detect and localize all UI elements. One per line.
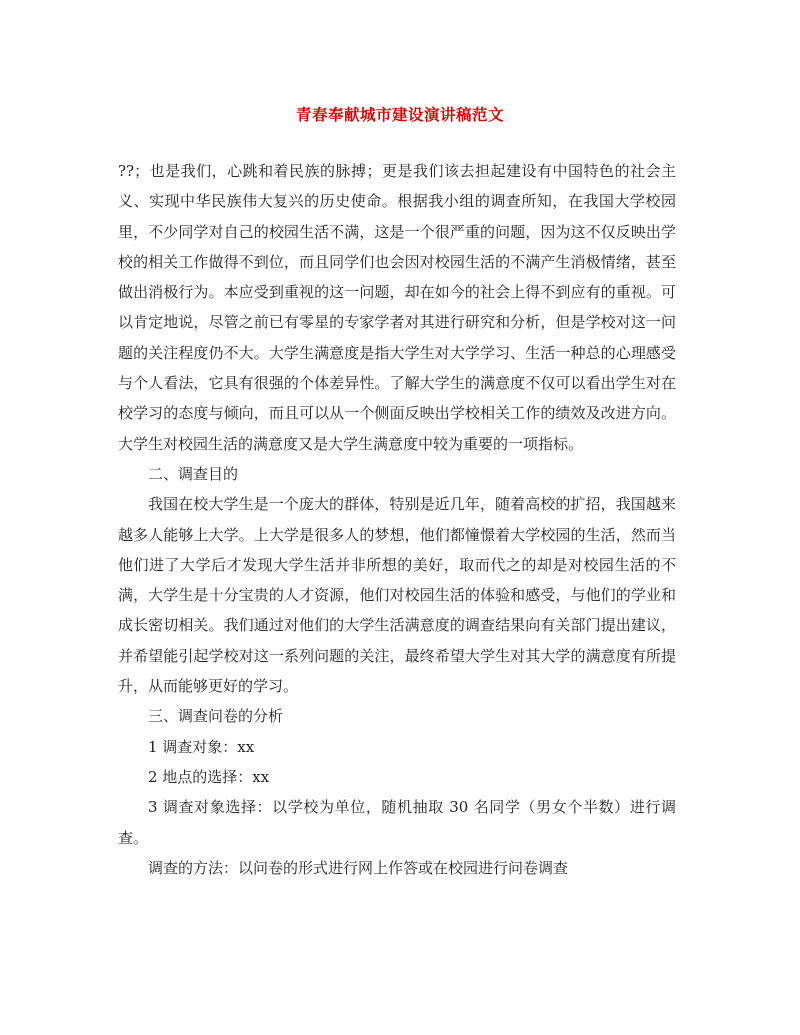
item-survey-method: 调查的方法：以问卷的形式进行网上作答或在校园进行问卷调查 <box>148 858 569 877</box>
document-body <box>118 156 676 883</box>
heading-survey-purpose: 二、调查目的 <box>148 464 239 483</box>
item-location-choice: 2 地点的选择：xx <box>148 767 270 786</box>
heading-questionnaire-analysis: 三、调查问卷的分析 <box>148 707 284 726</box>
paragraph-survey-purpose: 我国在校大学生是一个庞大的群体，特别是近几年，随着高校的扩招，我国越来越多人能够上大学。上大学是很多人的梦想，他们都憧憬着大学校园的生活，然而当他们进了大学后才发现大学生活并非所想的美好，取而代之的却是对校园生活的不满，大学生是十分宝贵的人才资源，他们对校园生活的体验和感受，与他们的学业和成长密切相关。我们通过对他们的大学生活满意度的调查结果向有关部门提出建议，并希望能引起学校对这一系列问题的关注，最终希望大学生对其大学的满意度有所提升，从而能够更好的学习。 <box>118 495 676 696</box>
item-survey-subject: 1 调查对象：xx <box>148 737 255 756</box>
document-title: 青春奉献城市建设演讲稿范文 <box>295 105 504 124</box>
item-subject-selection: 3 调查对象选择：以学校为单位，随机抽取 30 名同学（男女个半数）进行调查。 <box>118 798 676 847</box>
paragraph-intro: ??；也是我们，心跳和着民族的脉搏；更是我们该去担起建设有中国特色的社会主义、实现中华民族伟大复兴的历史使命。根据我小组的调查所知，在我国大学校园里，不少同学对自己的校园生活不满，这是一个很严重的问题，因为这不仅反映出学校的相关工作做得不到位，而且同学们也会因对校园生活的不满产生消极情绪，甚至做出消极行为。本应受到重视的这一问题，却在如今的社会上得不到应有的重视。可以肯定地说，尽管之前已有零星的专家学者对其进行研究和分析，但是学校对这一问题的关注程度仍不大。大学生满意度是指大学生对大学学习、生活一种总的心理感受与个人看法，它具有很强的个体差异性。了解大学生的满意度不仅可以看出学生对在校学习的态度与倾向，而且可以从一个侧面反映出学校相关工作的绩效及改进方向。大学生对校园生活的满意度又是大学生满意度中较为重要的一项指标。 <box>118 162 676 453</box>
